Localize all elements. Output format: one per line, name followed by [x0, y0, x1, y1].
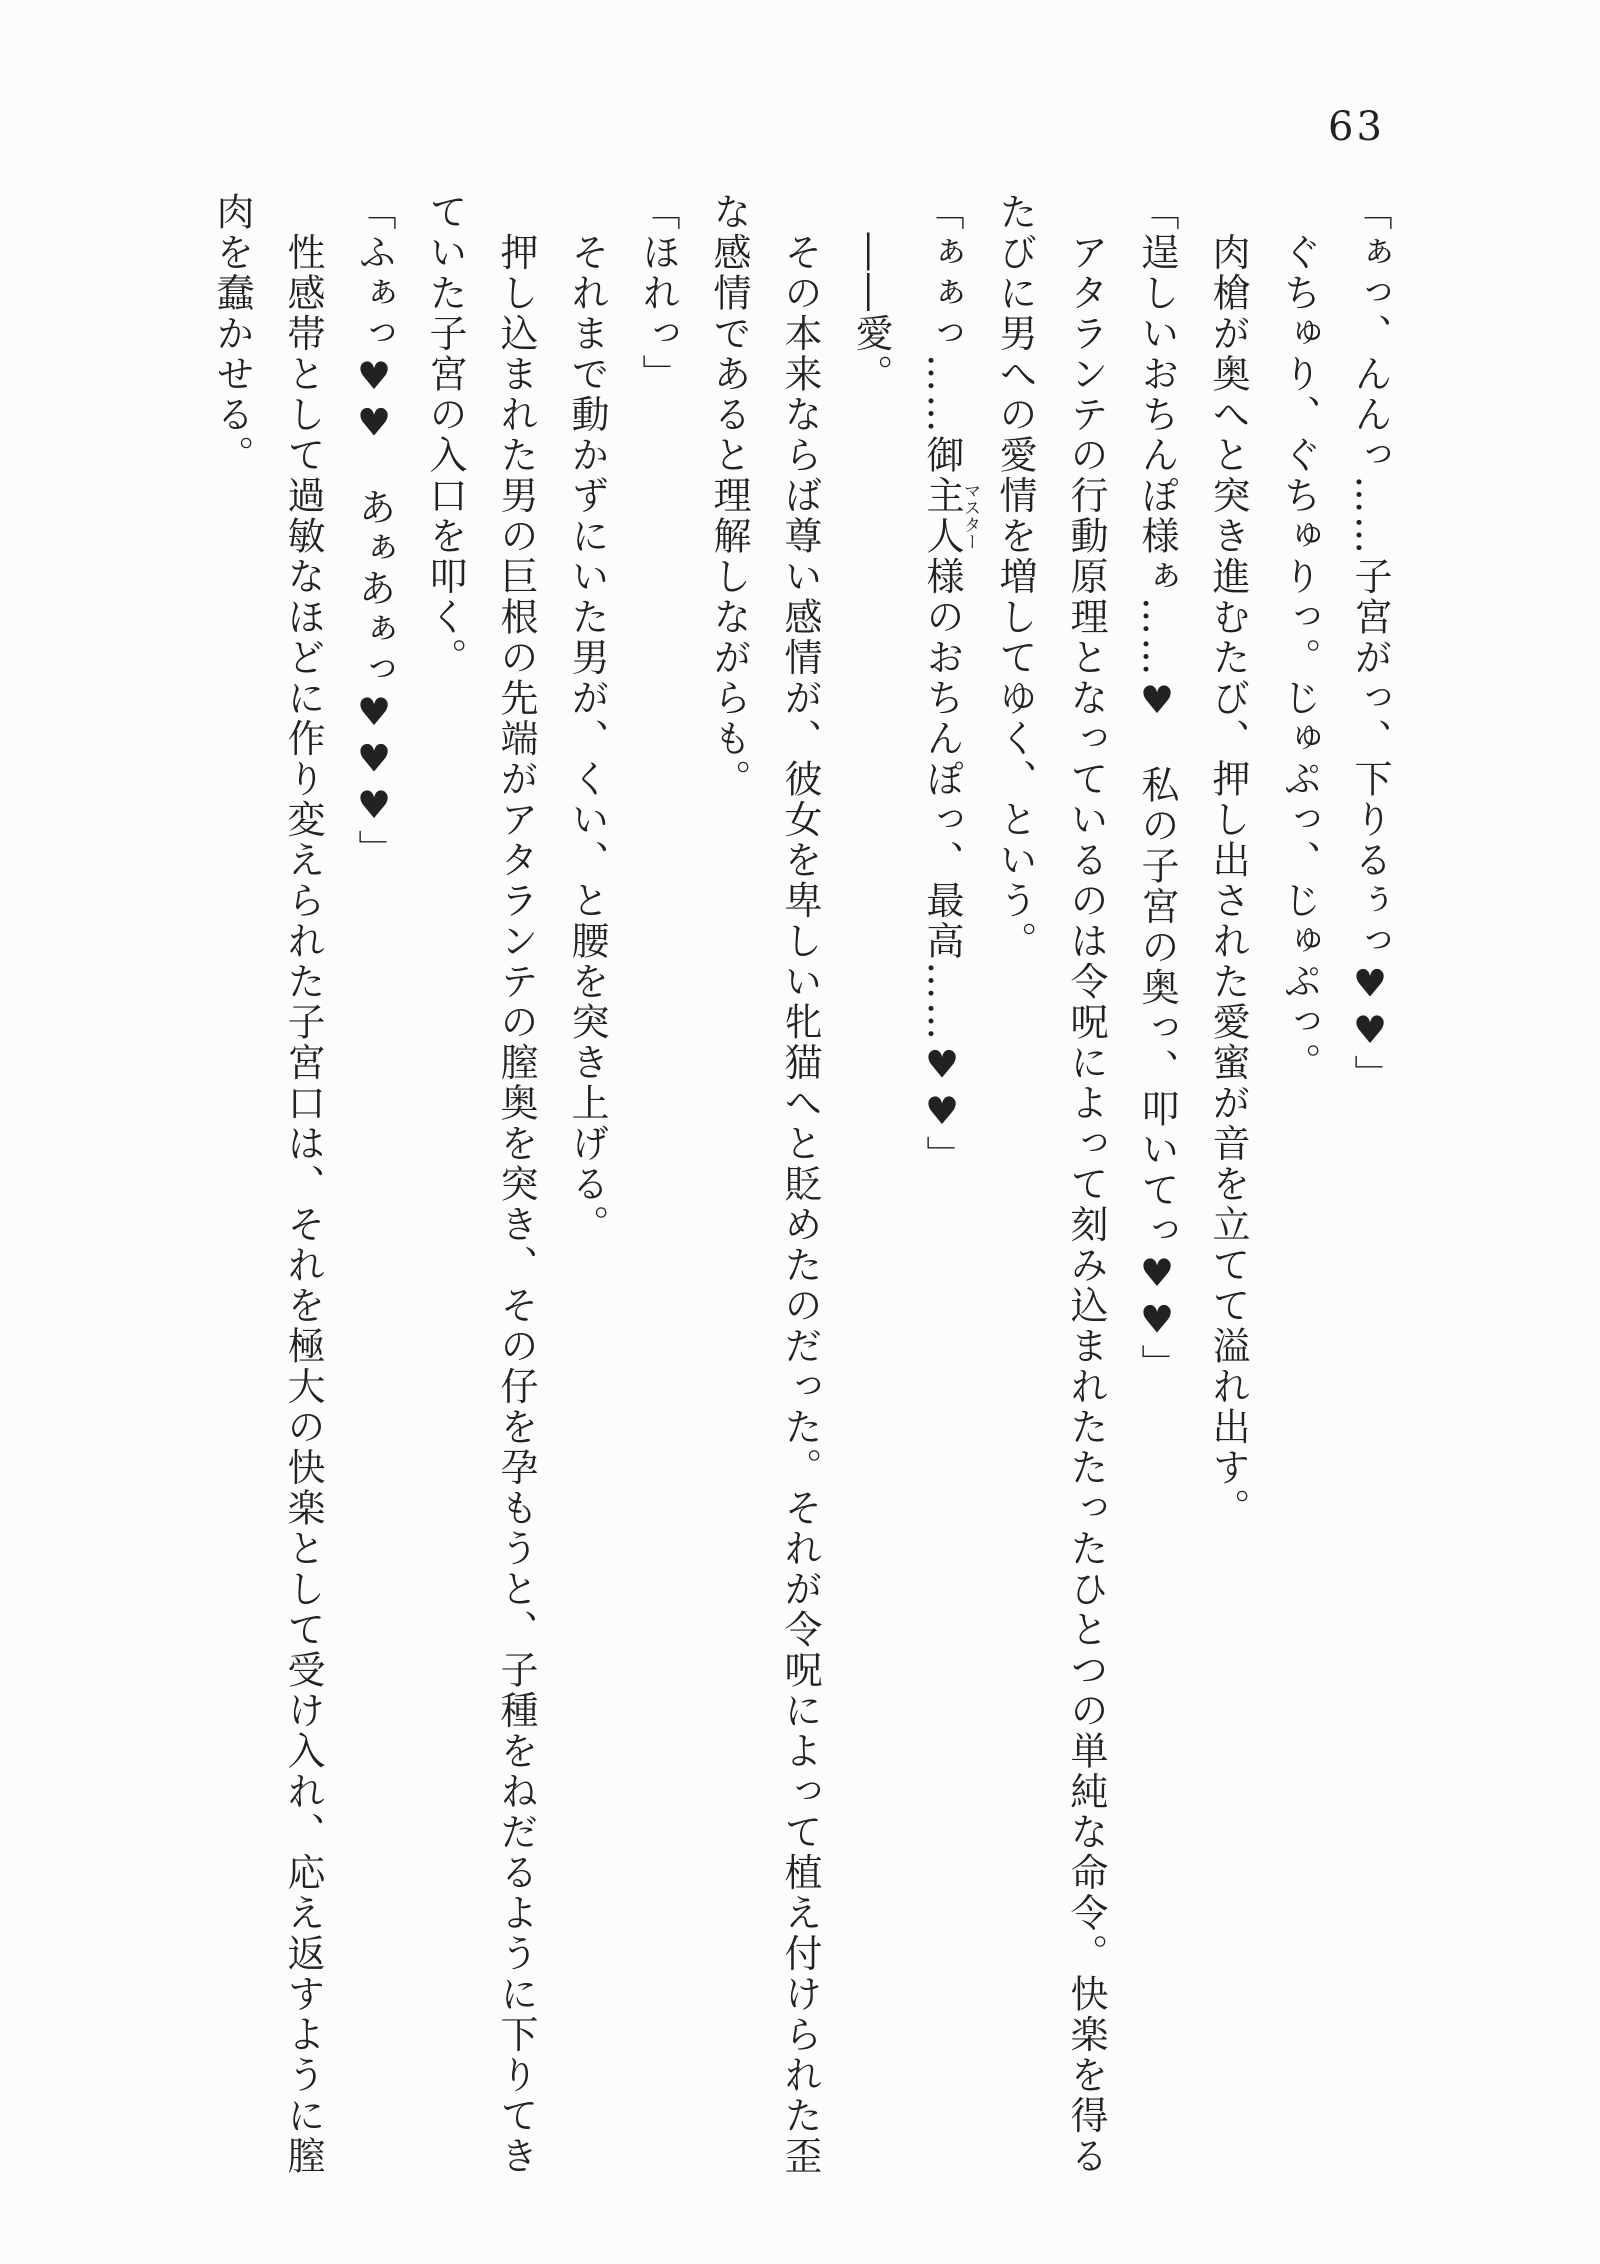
narration-line-3: 肉槍が奥へと突き進むたび、押し出された愛蜜が音を立てて溢れ出す。: [1206, 192, 1250, 1529]
text-area: [196, 192, 1405, 2177]
page-number: 63: [1328, 104, 1385, 150]
narration-line-9: その本来ならば尊い感情が、彼女を卑しい牝猫へと貶めたのだった。それが令呪によって植え付けられた歪: [778, 192, 822, 2177]
narration-line-5: アタランテの行動原理となっているのは令呪によって刻み込まれたたったひとつの単純な命令。快楽を得る: [1064, 192, 1108, 2177]
narration-line-6: たびに男への愛情を増してゆく、という。: [993, 192, 1037, 962]
narration-line-8: ――愛。: [849, 192, 893, 395]
furigana-reading: マスター: [960, 435, 980, 597]
dialogue-line-4: 「逞しいおちんぽ様ぁ……♥ 私の子宮の奥っ、叩いてっ♥♥」: [1135, 192, 1179, 1385]
narration-line-10: な感情であると理解しながらも。: [707, 192, 751, 800]
narration-line-12: それまで動かずにいた男が、くい、と腰を突き上げる。: [565, 192, 609, 1245]
dialogue-line-11: 「ほれっ」: [636, 192, 680, 395]
dialogue-line-1: 「ぁっ、んんっ……子宮がっ、下りるぅっ♥♥」: [1348, 192, 1392, 1095]
narration-line-14: ていた子宮の入口を叩く。: [423, 192, 467, 678]
dialogue-line-15: 「ふぁっ♥♥ あぁあぁっ♥♥♥」: [352, 192, 396, 870]
narration-line-2: ぐちゅり、ぐちゅりっ。じゅぷっ、じゅぷっ。: [1277, 192, 1321, 1083]
furigana-word: 御主人様マスター: [920, 435, 980, 597]
narration-line-16: 性感帯として過敏なほどに作り変えられた子宮口は、それを極大の快楽として受け入れ、応え返すように膣: [281, 192, 325, 2177]
narration-line-13: 押し込まれた男の巨根の先端がアタランテの膣奥を突き、その仔を孕もうと、子種をねだるように下りてき: [494, 192, 538, 2177]
dialogue-line-7: 「ぁぁっ……御主人様マスターのおちんぽっ、最高……♥♥」: [920, 192, 980, 1176]
narration-line-17: 肉を蠢かせる。: [210, 192, 254, 476]
